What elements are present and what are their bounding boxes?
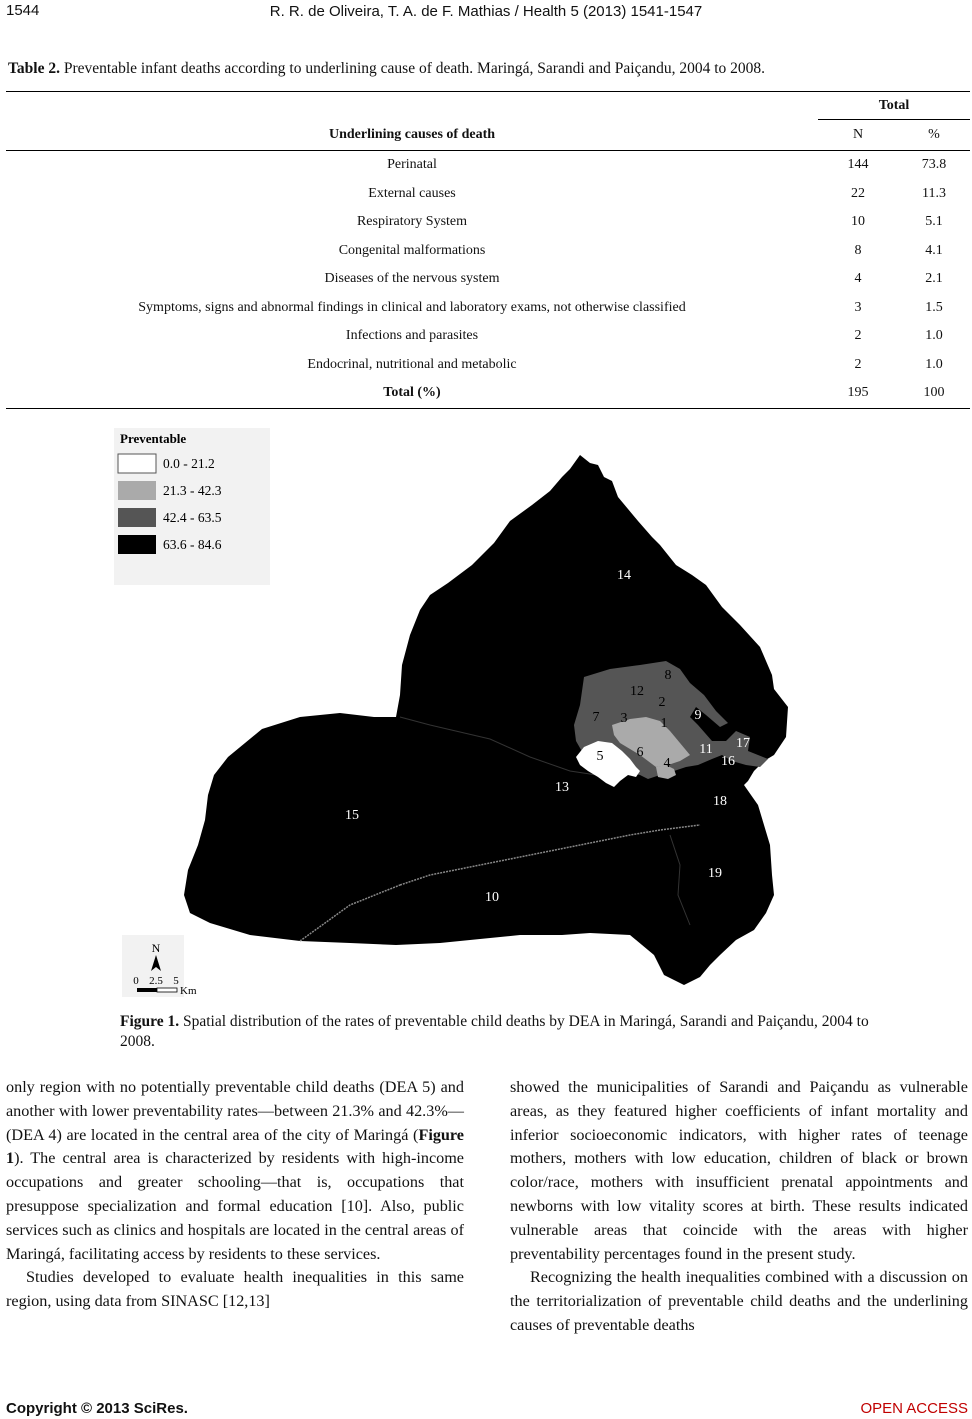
cell-n: 4 xyxy=(854,271,862,287)
area-label-3: 3 xyxy=(620,711,628,726)
table-row xyxy=(6,237,970,266)
cell-pct: 1.0 xyxy=(925,328,943,344)
legend-title: Preventable xyxy=(120,431,187,446)
legend-item xyxy=(118,454,215,473)
cell-cause: Endocrinal, nutritional and metabolic xyxy=(307,356,517,372)
figure-caption xyxy=(120,1012,880,1052)
cell-total-label: Total (%) xyxy=(6,379,818,408)
cell-pct: 11.3 xyxy=(922,185,946,201)
legend-item xyxy=(118,535,222,554)
area-label-18: 18 xyxy=(713,794,727,809)
legend-swatch-1 xyxy=(118,481,156,500)
choropleth-map xyxy=(100,425,800,1005)
cell-pct: 5.1 xyxy=(925,214,943,230)
table-caption xyxy=(8,60,765,78)
area-label-5: 5 xyxy=(596,749,604,764)
legend-label: 42.4 - 63.5 xyxy=(163,510,222,525)
cell-cause: Infections and parasites xyxy=(345,328,479,344)
cell-cause: Symptoms, signs and abnormal findings in clinical and laboratory exams, not otherwise classified xyxy=(138,299,686,315)
table-row xyxy=(6,208,970,237)
table-caption-label: Table 2. xyxy=(8,60,60,77)
cell-pct: 2.1 xyxy=(925,271,943,287)
cell-pct: 1.0 xyxy=(925,356,943,372)
column-header-pct: % xyxy=(898,120,970,151)
map-legend xyxy=(114,428,270,585)
table-row xyxy=(6,151,970,180)
area-label-15: 15 xyxy=(345,808,359,823)
paragraph: only region with no potentially preventable child deaths (DEA 5) and another with lower preventability rates—between 21.3% and 42.3%—(DEA 4) are located in the central area of the city of Maringá (Figure 1). The central area is characterized by residents with high-income occupations and greater schooling—that is, occupations that presuppose specialization and formal education [10]. Also, public services such as clinics and hospitals are located in the central areas of Maringá, facilitating access by residents to these services. xyxy=(6,1078,464,1263)
cell-total-pct: 100 xyxy=(898,379,970,408)
legend-label: 0.0 - 21.2 xyxy=(163,456,215,471)
north-label: N xyxy=(151,941,161,955)
column-header-n: N xyxy=(818,120,898,151)
table-row xyxy=(6,351,970,380)
area-label-10: 10 xyxy=(485,890,499,905)
footer-open-access: OPEN ACCESS xyxy=(860,1400,968,1417)
area-label-14: 14 xyxy=(617,568,631,583)
scale-tick: 0 xyxy=(133,975,139,987)
area-label-19: 19 xyxy=(708,866,722,881)
area-label-6: 6 xyxy=(636,745,644,760)
legend-swatch-0 xyxy=(118,454,156,473)
figure-caption-label: Figure 1. xyxy=(120,1013,180,1030)
body-column-left xyxy=(6,1076,464,1314)
footer-copyright: Copyright © 2013 SciRes. xyxy=(6,1400,188,1417)
running-head: R. R. de Oliveira, T. A. de F. Mathias / Health 5 (2013) 1541-1547 xyxy=(269,3,703,20)
cell-cause: Congenital malformations xyxy=(338,242,486,258)
area-label-16: 16 xyxy=(721,754,735,769)
area-label-12: 12 xyxy=(630,684,644,699)
data-table xyxy=(6,91,970,409)
legend-item xyxy=(118,508,222,527)
cell-n: 22 xyxy=(851,185,865,201)
area-label-8: 8 xyxy=(664,668,672,683)
area-label-9: 9 xyxy=(694,708,702,723)
table-row xyxy=(6,180,970,209)
page-number: 1544 xyxy=(6,2,40,19)
paragraph: Recognizing the health inequalities combined with a discussion on the territorialization of preventable child deaths and the underlining causes of preventable deaths xyxy=(510,1268,968,1334)
scale-tick: 5 xyxy=(173,975,179,987)
legend-swatch-2 xyxy=(118,508,156,527)
cell-pct: 1.5 xyxy=(925,299,943,315)
cell-pct: 4.1 xyxy=(925,242,943,258)
scale-tick: 2.5 xyxy=(149,975,163,987)
table-row xyxy=(6,322,970,351)
cell-cause: Diseases of the nervous system xyxy=(324,271,500,287)
scale-unit: Km xyxy=(180,985,197,997)
area-label-13: 13 xyxy=(555,780,569,795)
cell-total-n: 195 xyxy=(818,379,898,408)
table-total-row xyxy=(6,379,970,408)
cell-cause: Respiratory System xyxy=(356,214,468,230)
column-header-cause: Underlining causes of death xyxy=(6,120,818,151)
paragraph: Studies developed to evaluate health inequalities in this same region, using data from SINASC [12,13] xyxy=(6,1268,464,1311)
legend-label: 63.6 - 84.6 xyxy=(163,537,222,552)
cell-pct: 73.8 xyxy=(921,157,947,173)
area-label-1: 1 xyxy=(660,716,668,731)
area-label-7: 7 xyxy=(592,710,600,725)
figure-reference: Figure 1 xyxy=(6,1125,464,1168)
area-label-11: 11 xyxy=(699,742,713,757)
cell-cause: Perinatal xyxy=(387,157,437,173)
legend-item xyxy=(118,481,222,500)
cell-n: 144 xyxy=(847,157,869,173)
table-row xyxy=(6,265,970,294)
legend-swatch-3 xyxy=(118,535,156,554)
cell-n: 3 xyxy=(854,299,862,315)
body-column-right xyxy=(510,1076,968,1338)
paragraph: showed the municipalities of Sarandi and Paiçandu as vulnerable areas, as they featured higher coefficients of infant mortality and inferior socioeconomic indicators, with higher rates of teenage mothers, mothers with low education, children of black or brown color/race, mothers with insufficient prenatal appointments and newborns with low vitality scores at birth. These results indicated vulnerable areas that coincide with the areas with higher preventability percentages found in the present study. xyxy=(510,1078,968,1263)
table-row xyxy=(6,294,970,323)
cell-n: 8 xyxy=(854,242,862,258)
legend-label: 21.3 - 42.3 xyxy=(163,483,222,498)
cell-n: 2 xyxy=(854,328,862,344)
cell-cause: External causes xyxy=(368,185,456,201)
area-label-17: 17 xyxy=(736,736,750,751)
table-caption-text: Preventable infant deaths according to underlining cause of death. Maringá, Sarandi and Paiçandu, 2004 to 2008. xyxy=(63,60,766,77)
group-header: Total xyxy=(818,92,970,120)
area-label-4: 4 xyxy=(663,756,671,771)
figure-caption-text: Spatial distribution of the rates of preventable child deaths by DEA in Maringá, Sarandi and Paiçandu, 2004 to 2008. xyxy=(120,1013,869,1050)
cell-n: 10 xyxy=(851,214,865,230)
cell-n: 2 xyxy=(854,356,862,372)
area-label-2: 2 xyxy=(658,695,666,710)
